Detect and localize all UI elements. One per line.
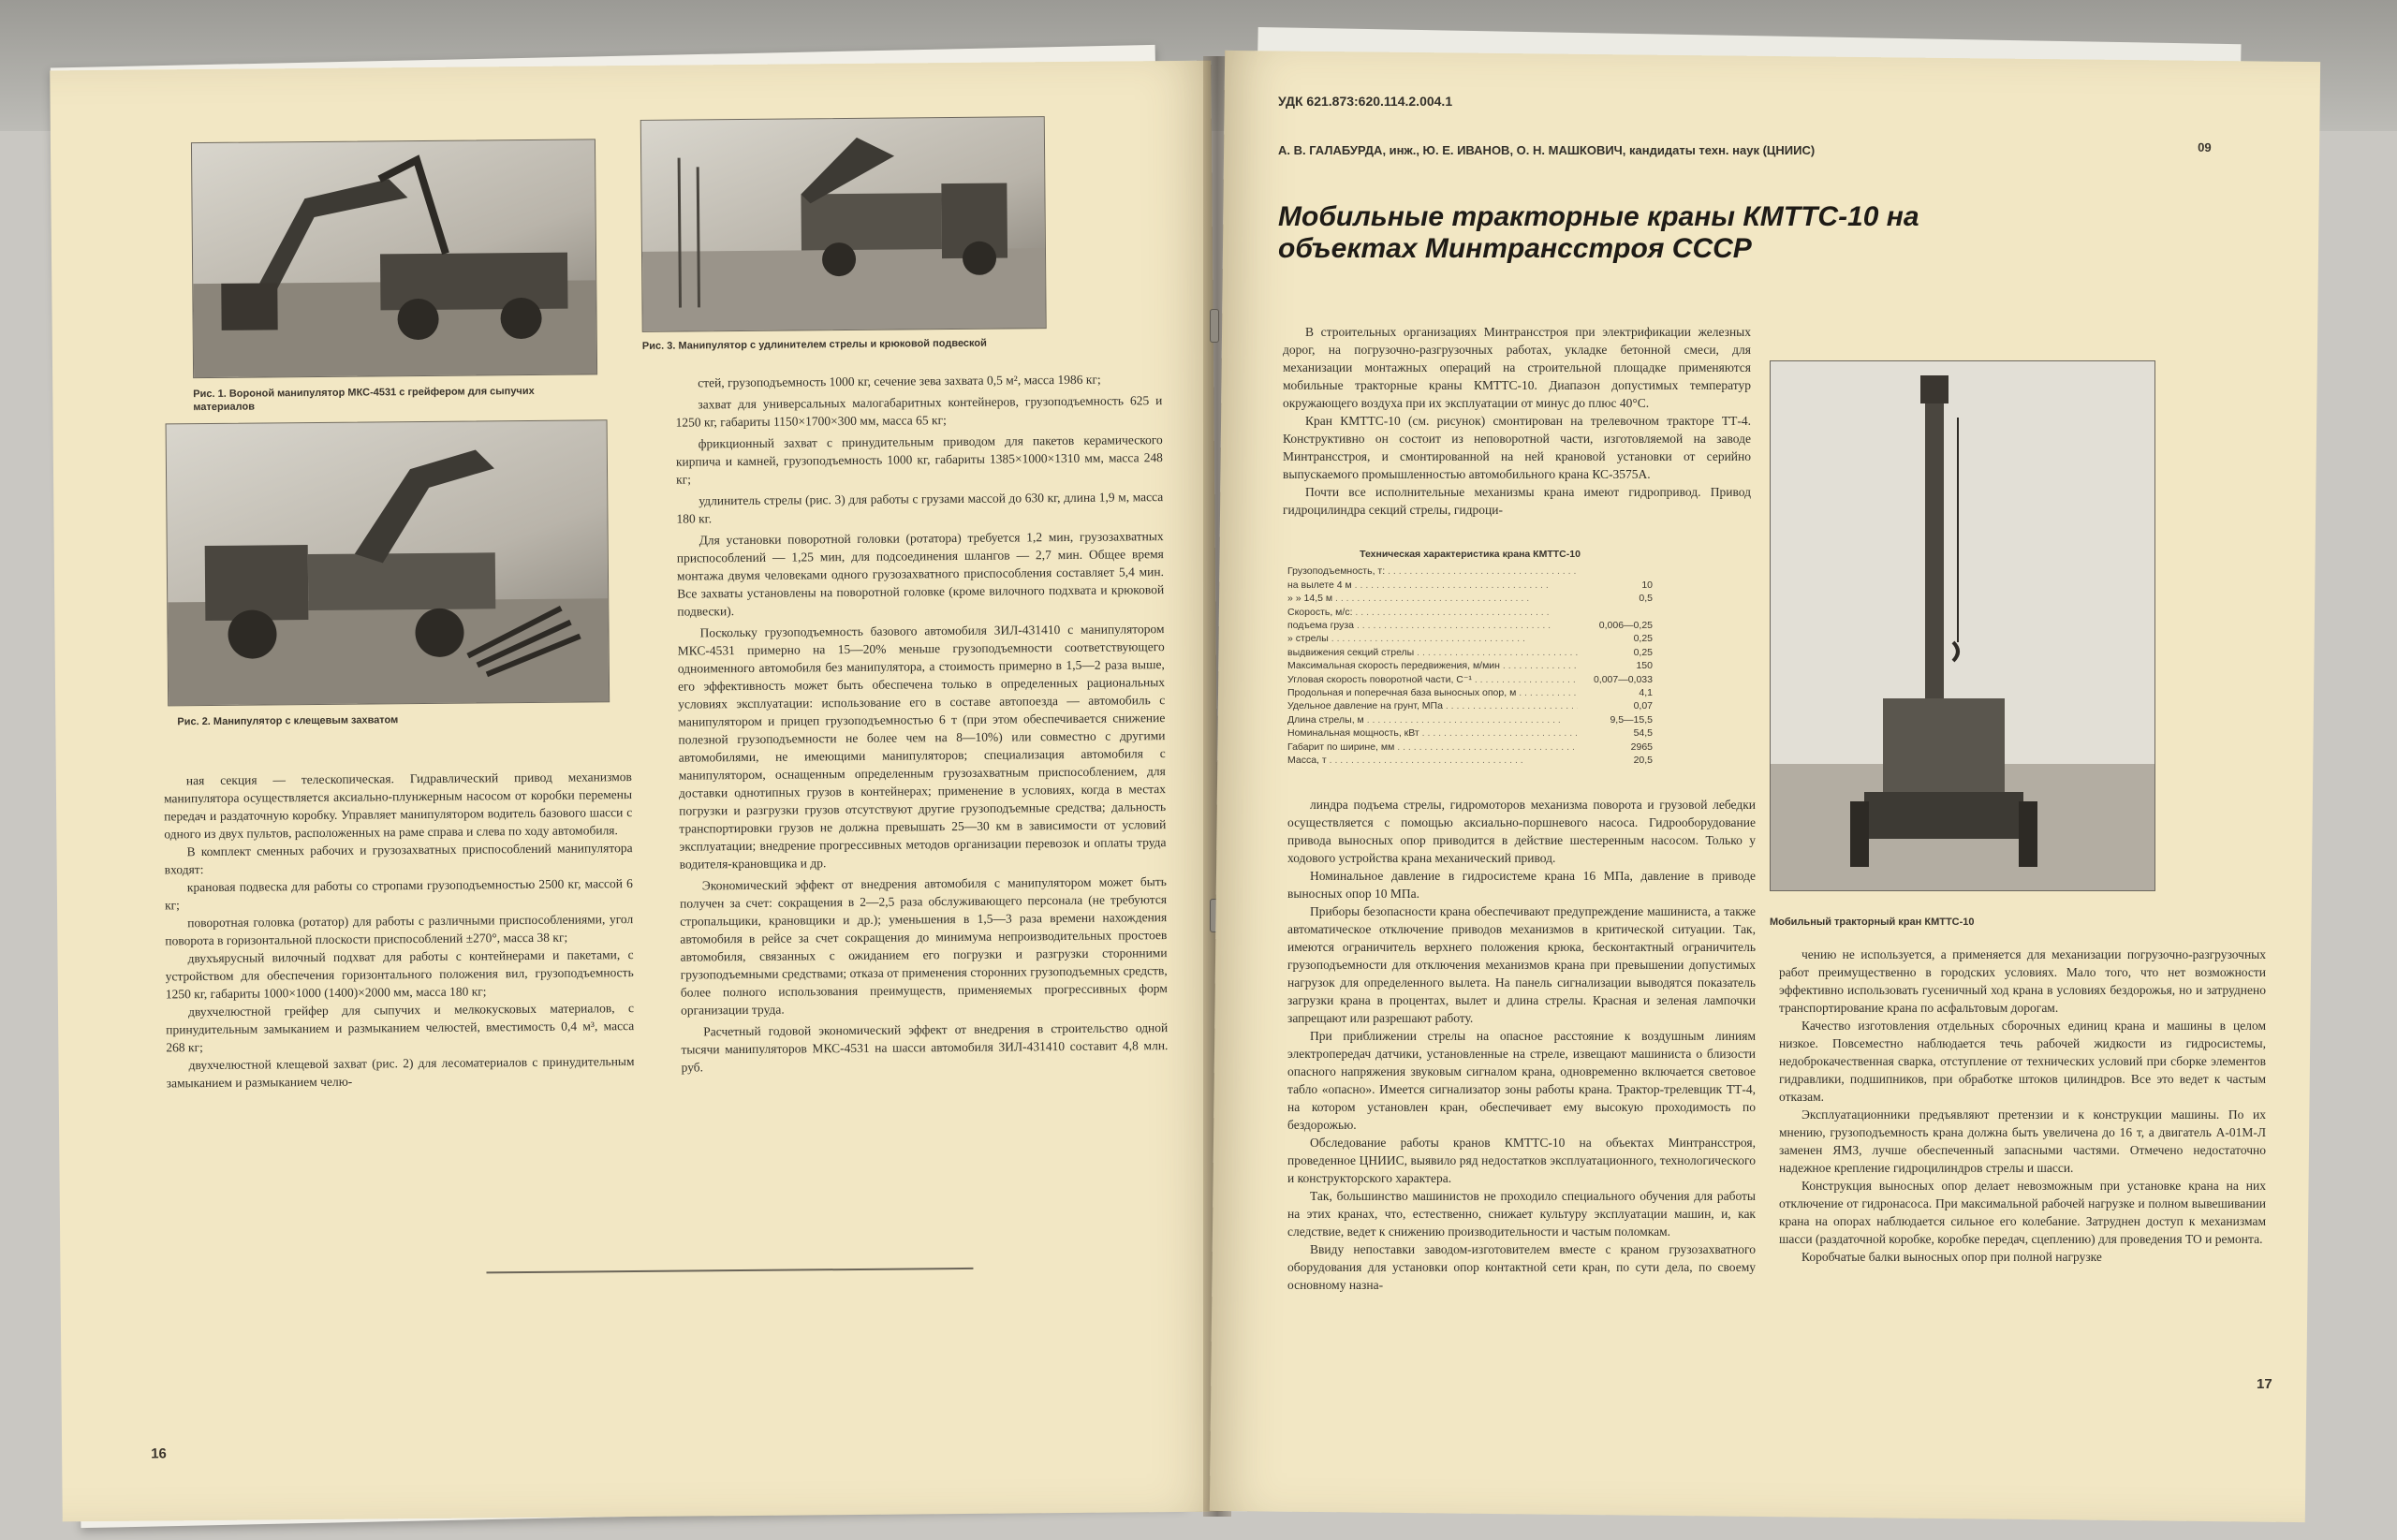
photo-tong-grab: [166, 419, 610, 706]
spec-row: [1287, 592, 1653, 605]
figure-caption: Мобильный тракторный кран КМТТС-10: [1770, 917, 1975, 928]
spec-row: [1287, 565, 1653, 578]
spec-label: » » 14,5 м . . .: [1287, 592, 1578, 605]
paragraph: двухъярусный вилочный подхват для работы с контейнерами и пакетами, с устройством для обеспечения горизонтального положения вил, грузоподъемность 1250 кг, габариты 1000×1000 (1400)×2000 мм, масса 180 кг;: [165, 947, 634, 1002]
left-page: [50, 61, 1223, 1522]
spec-value: 4,1: [1639, 687, 1653, 699]
section-divider: [486, 1268, 973, 1274]
paragraph: Расчетный годовой экономический эффект от внедрения в строительство одной тысячи манипуляторов МКС-4531 на шасси автомобиля ЗИЛ-431410 составит 4,8 млн. руб.: [681, 1020, 1169, 1075]
paragraph: Экономический эффект от внедрения автомобиля с манипулятором может быть получен за счет: сокращения в 2—2,5 раза обслуживающего персонала (не требуются стропальщики, крановщики и др.); уменьшения в 1,5—3 раза времени нахождения автомобиля в рейсе за счет сокращения до минимума непроизводительных простоев автомобиля, связанных с ожиданием его погрузки и разгрузки сторонними грузоподъемными средствами; отказа от применения сторонних грузоподъемных средств, более полного использования преимуществ, применяемых прогрессивных форм организации труда.: [679, 874, 1168, 1018]
spec-value: 0,25: [1633, 633, 1653, 645]
spec-label: Габарит по ширине, мм . . .: [1287, 741, 1578, 754]
spec-row: [1287, 646, 1653, 659]
paragraph: ная секция — телескопическая. Гидравлический привод механизмов манипулятора осуществляется аксиально-плунжерным насосом от коробки перемены передач и раздаточную коробку. Управляет манипулятором водитель базового шасси с одного из двух пультов, расположенных на раме справа и слева по ходу автомобиля.: [163, 770, 633, 842]
paragraph: линдра подъема стрелы, гидромоторов механизма поворота и грузовой лебедки осуществляется с помощью аксиально-поршневого насоса. Гидрооборудование привода выносных опор приводится в действие шестеренным насосом. Только у ходового устройства крана механический привод.: [1287, 798, 1756, 865]
spec-label: Продольная и поперечная база выносных опор, м . . .: [1287, 686, 1578, 699]
spec-value: 10: [1641, 579, 1653, 591]
paragraph: В строительных организациях Минтрансстроя при электрификации железных дорог, на погрузочно-разгрузочных работах, укладке бетонной смеси, для механизации монтажных операций на строительной площадке применяются мобильные тракторные краны КМТТС-10. Диапазон допустимых температур окружающего воздуха при их эксплуатации от минус до плюс 40°С.: [1283, 325, 1751, 410]
truck-hook-illustration: [641, 117, 1046, 331]
spec-row: [1287, 754, 1653, 767]
spec-row: [1287, 606, 1653, 619]
left-page-column-2: [675, 370, 1169, 1080]
paragraph: поворотная головка (ротатор) для работы с различными приспособлениями, угол поворота в горизонтальной плоскости приспособлений ±270°, масса 38 кг;: [165, 912, 634, 948]
article-title: Мобильные тракторные краны КМТТС-10 на объектах Минтрансстроя СССР: [1278, 201, 1919, 264]
paragraph: захват для универсальных малогабаритных контейнеров, грузоподъемность 625 и 1250 кг, габариты 1150×1700×300 мм, масса 65 кг;: [675, 393, 1163, 430]
spec-row: [1287, 659, 1653, 672]
paragraph: В комплект сменных рабочих и грузозахватных приспособлений манипулятора входят:: [164, 841, 633, 877]
spec-row: [1287, 713, 1653, 726]
udk-code: УДК 621.873:620.114.2.004.1: [1278, 94, 1453, 109]
article-authors: А. В. ГАЛАБУРДА, инж., Ю. Е. ИВАНОВ, О. Н. МАШКОВИЧ, кандидаты техн. наук (ЦНИИС): [1278, 143, 1816, 157]
paragraph: При приближении стрелы на опасное расстояние к воздушным линиям электропередач датчики, установленные на стреле, извещают машиниста о близости опасного напряжения звуковым сигналом крана, одновременно включается световое табло «опасно». Имеется сигнализатор зоны работы крана. Трактор-трелевщик ТТ-4, на котором установлен кран, обеспечивает ему высокую проходимость по бездорожью.: [1287, 1029, 1756, 1132]
spec-row: [1287, 632, 1653, 645]
spec-value: 54,5: [1633, 727, 1653, 740]
spec-value: 0,07: [1633, 700, 1653, 712]
page-badge: 09: [2198, 139, 2212, 154]
paragraph: двухчелюстной грейфер для сыпучих и мелкокусковых материалов, с принудительным замыканием и размыканием челюстей, вместимость 0,4 м³, масса 268 кг;: [166, 1001, 635, 1055]
page-number: 16: [151, 1445, 167, 1462]
right-page-column-2: [1779, 946, 2266, 1266]
figure-caption: Рис. 1. Вороной манипулятор МКС-4531 с грейфером для сыпучих материалов: [193, 385, 535, 414]
photo-grab-manipulator: [191, 139, 597, 378]
spec-value: [1578, 606, 1653, 619]
spec-value: 0,007—0,033: [1593, 673, 1653, 685]
page-number: 17: [2257, 1376, 2272, 1392]
figure-caption: Рис. 2. Манипулятор с клещевым захватом: [177, 714, 399, 728]
spec-label: Грузоподъемность, т: . . .: [1287, 565, 1578, 578]
paragraph: Номинальное давление в гидросистеме крана 16 МПа, давление в приводе выносных опор 10 МПа.: [1287, 869, 1756, 901]
spec-label: » стрелы . . .: [1287, 632, 1578, 645]
photo-crane-kmtts: [1770, 360, 2155, 891]
paragraph: Эксплуатационники предъявляют претензии и к конструкции машины. По их мнению, грузоподъемность крана должна быть увеличена до 16 т, а двигатель А-01М-Л заменен ЯМЗ, лучше обеспеченный запасными частями. Отмечено недостаточно надежное крепление гидроцилиндров стрелы и шасси.: [1779, 1107, 2266, 1175]
paragraph: Поскольку грузоподъемность базового автомобиля ЗИЛ-431410 с манипулятором МКС-4531 примерно на 15—20% меньше грузоподъемности соответствующего одноименного автомобиля без манипулятора, а стоимость примерно в 1,5—2 раза выше, его эффективность может быть обеспечена только в определенных рациональных условиях эксплуатации: использование его в составе автопоезда — автомобиль с манипулятором и прицеп грузоподъемностью 6 т (при этом обеспечивается снижение полезной грузоподъемности не более чем на 8—10%) или совместно с другими автомобилями, не имеющими манипуляторов; специализация автомобиля с манипулятором, оснащенным определенным грузозахватным приспособлением, для доставки однотипных грузов в контейнерах; применение в условиях, когда в местах погрузки и разгрузки грузов отсутствуют другие грузоподъемные средства; дальность транспортировки грузов не должна превышать 25—30 км в зависимости от условий эксплуатации; внедрение прогрессивных методов организации перевозок и оплаты труда водителя-крановщика и др.: [677, 622, 1167, 872]
spec-row: [1287, 686, 1653, 699]
spec-row: [1287, 741, 1653, 754]
photo-boom-extension: [640, 116, 1047, 332]
intro-column: [1283, 323, 1751, 519]
paragraph: Обследование работы кранов КМТТС-10 на объектах Минтрансстроя, проведенное ЦНИИС, выявило ряд недостатков эксплуатационного, технологического и конструкторского характера.: [1287, 1136, 1756, 1185]
spec-value: 150: [1636, 660, 1653, 672]
spec-label: Максимальная скорость передвижения, м/мин . . .: [1287, 659, 1578, 672]
staple: [1210, 309, 1219, 343]
paragraph: Коробчатые балки выносных опор при полной нагрузке: [1801, 1250, 2102, 1264]
paragraph: Приборы безопасности крана обеспечивают предупреждение машиниста, а также автоматическое отключение приводов механизмов в критической ситуации. Так, имеются ограничитель верхнего положения крюка, бесконтактный ограничитель грузоподъемности для отключения механизмов крана при превышении допустимых нагрузок для определенного вылета. На панель сигнализации выводятся показатель загрузки крана в процентах, вылет и длина стрелы. Красная и зеленая лампочки запрещают или разрешают работу.: [1287, 904, 1756, 1025]
spec-value: 20,5: [1633, 755, 1653, 767]
truck-logs-illustration: [167, 420, 610, 705]
spec-row: [1287, 619, 1653, 632]
paragraph: двухчелюстной клещевой захват (рис. 2) для лесоматериалов с принудительным замыканием и размыканием челю-: [166, 1054, 635, 1091]
spec-label: подъема груза . . .: [1287, 619, 1578, 632]
spec-row: [1287, 726, 1653, 740]
spec-label: выдвижения секций стрелы . . .: [1287, 646, 1578, 659]
spec-title: Техническая характеристика крана КМТТС-10: [1360, 549, 1581, 560]
spec-value: 0,006—0,25: [1598, 620, 1653, 632]
figure-caption: Рис. 3. Манипулятор с удлинителем стрелы и крюковой подвеской: [641, 337, 987, 352]
left-page-column-1: [164, 768, 635, 1092]
paragraph: Для установки поворотной головки (ротатора) требуется 1,2 мин, грузозахватных приспособлений — 1,25 мин, для подсоединения шлангов — 2,7 мин. Общее время монтажа двумя человеками одного грузозахватного приспособления составляет 5,4 мин. Все захваты установлены на поворотной головке (кроме вилочного подхвата и крюковой подвески).: [676, 529, 1165, 619]
spec-label: на вылете 4 м . . .: [1287, 579, 1578, 592]
paragraph: Кран КМТТС-10 (см. рисунок) смонтирован на трелевочном тракторе ТТ-4. Конструктивно он состоит из неповоротной части, изготовляемой на заводе Минтрансстроя, и смонтированной на ней крановой установки от серийно выпускаемого промышленностью автомобильного крана КС-3575А.: [1283, 414, 1751, 481]
tractor-crane-illustration: [1771, 361, 2154, 890]
paragraph: Так, большинство машинистов не проходило специального обучения для работы на этих кранах, что, естественно, снижает культуру эксплуатации машин, и, как следствие, ведет к снижению производительности и частым поломкам.: [1287, 1189, 1756, 1239]
spec-label: Номинальная мощность, кВт . . .: [1287, 726, 1578, 740]
spec-value: 0,25: [1633, 646, 1653, 658]
paragraph: Конструкция выносных опор делает невозможным при установке крана на них отключение от гидронасоса. При максимальной рабочей нагрузке и полном вывешивании крана на опорах наблюдается сильное его колебание. Затруднен доступ к механизмам шасси (раздаточной коробке, коробке передач, сцеплению) для проведения ТО и ремонта.: [1779, 1179, 2266, 1246]
paragraph: чению не используется, а применяется для механизации погрузочно-разгрузочных работ преимущественно в городских условиях. Мало того, что нет возможности эффективно использовать гусеничный ход крана в условиях бездорожья, но и затруднено транспортирование крана по асфальтовым дорогам.: [1779, 947, 2266, 1015]
truck-crane-illustration: [192, 139, 596, 377]
spec-table: [1287, 548, 1653, 768]
spec-label: Удельное давление на грунт, МПа . . .: [1287, 699, 1578, 712]
spec-label: Угловая скорость поворотной части, С⁻¹ . . .: [1287, 673, 1578, 686]
paragraph: Почти все исполнительные механизмы крана имеют гидропривод. Привод гидроцилиндра секций стрелы, гидроци-: [1283, 485, 1751, 517]
paragraph: Ввиду непоставки заводом-изготовителем вместе с краном грузозахватного оборудования для установки опор контактной сети кран, по сути дела, по своему основному назна-: [1287, 1242, 1756, 1292]
spec-row: [1287, 579, 1653, 592]
spec-value: 0,5: [1639, 593, 1653, 605]
paragraph: Качество изготовления отдельных сборочных единиц крана и машины в целом низкое. Повсеместно наблюдается течь рабочей жидкости из гидросистемы, недоброкачественная сварка, отступление от технических условий при сборке элементов гидравлики, подшипников, при обработке штоков цилиндров. Все это ведет к частым отказам.: [1779, 1019, 2266, 1104]
paragraph: стей, грузоподъемность 1000 кг, сечение зева захвата 0,5 м², масса 1986 кг;: [698, 372, 1101, 390]
spec-value: 2965: [1630, 741, 1653, 753]
spec-label: Скорость, м/с: . . .: [1287, 606, 1578, 619]
paragraph: удлинитель стрелы (рис. 3) для работы с грузами массой до 630 кг, длина 1,9 м, масса 180 кг.: [676, 490, 1164, 526]
spec-label: Длина стрелы, м . . .: [1287, 713, 1578, 726]
paragraph: фрикционный захват с принудительным приводом для пакетов керамического кирпича и камней, грузоподъемность 1000 кг, габариты 1385×1000×1310 мм, масса 248 кг;: [675, 433, 1163, 487]
spec-value: 9,5—15,5: [1610, 713, 1653, 726]
paragraph: крановая подвеска для работы со стропами грузоподъемностью 2500 кг, массой 6 кг;: [164, 876, 633, 913]
spec-row: [1287, 673, 1653, 686]
spec-label: Масса, т . . .: [1287, 754, 1578, 767]
spec-row: [1287, 699, 1653, 712]
spec-value: [1578, 565, 1653, 578]
right-page-column-1: [1287, 796, 1756, 1294]
